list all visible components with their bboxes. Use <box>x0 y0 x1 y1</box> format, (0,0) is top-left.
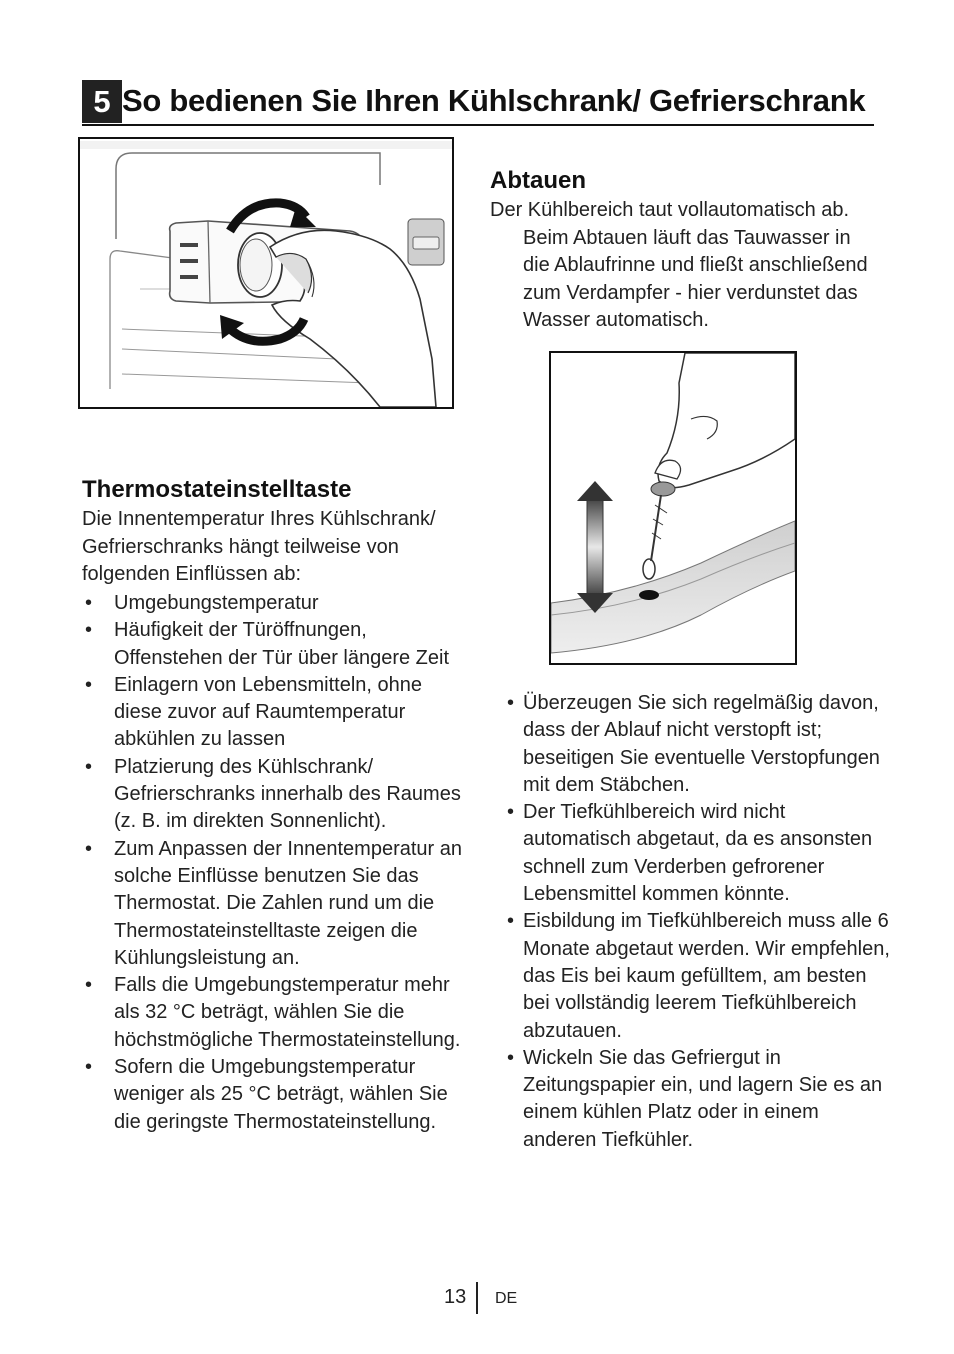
page-number: 13 <box>444 1286 467 1308</box>
abtauen-intro <box>490 197 880 335</box>
list-item: • Sofern die Umgebungstemperatur weniger als 25 °C beträgt, wählen Sie die geringste Thermostateinstellung. <box>85 1056 448 1133</box>
page-title: So bedienen Sie Ihren Kühlschrank/ Gefrierschrank <box>122 83 866 118</box>
abtauen-intro-first-line: Der Kühlbereich taut vollautomatisch ab. <box>490 199 850 221</box>
list-item: • Wickeln Sie das Gefriergut in Zeitungspapier ein, und lagern Sie es an einem kühlen Platz oder in einem anderen Tiefkühler. <box>507 1046 883 1151</box>
section-title-bar <box>82 80 874 126</box>
list-item: • Falls die Umgebungstemperatur mehr als 32 °C beträgt, wählen Sie die höchstmögliche Thermostateinstellung. <box>85 974 461 1051</box>
list-item: • Einlagern von Lebensmitteln, ohne diese zuvor auf Raumtemperatur abkühlen zu lassen <box>85 673 422 751</box>
thermostat-knob-illustration <box>78 137 454 409</box>
list-item: • Überzeugen Sie sich regelmäßig davon, dass der Ablauf nicht verstopft ist; beseitigen Sie eventuelle Verstopfungen mit dem Stäbchen. <box>507 692 880 796</box>
chapter-number-badge: 5 <box>82 80 122 123</box>
thermostat-intro: Die Innentemperatur Ihres Kühlschrank/ Gefrierschranks hängt teilweise von folgenden Einflüssen ab: <box>82 508 436 585</box>
list-item: • Umgebungstemperatur <box>85 592 319 614</box>
footer-divider <box>476 1282 478 1314</box>
list-item: • Eisbildung im Tiefkühlbereich muss alle 6 Monate abgetaut werden. Wir empfehlen, das Eis bei kaum gefülltem, am besten bei vollständig leerem Tiefkühlbereich abzutauen. <box>507 910 890 1042</box>
list-item: • Zum Anpassen der Innentemperatur an solche Einflüsse benutzen Sie das Thermostat. Die Zahlen rund um die Thermostateinstelltaste zeigen die Kühlungsleistung an. <box>85 837 462 969</box>
list-item: • Platzierung des Kühlschrank/ Gefrierschranks innerhalb des Raumes (z. B. im direkten Sonnenlicht). <box>85 755 461 833</box>
thermostat-factor-list <box>82 590 472 1136</box>
abtauen-heading: Abtauen <box>490 167 586 194</box>
abtauen-bullet-list <box>490 690 890 1154</box>
list-item: • Häufigkeit der Türöffnungen, Offenstehen der Tür über längere Zeit <box>85 619 450 669</box>
thermostat-heading: Thermostateinstelltaste <box>82 476 352 503</box>
list-item: • Der Tiefkühlbereich wird nicht automatisch abgetaut, da es ansonsten schnell zum Verderben gefrorener Lebensmittel kommen könnte. <box>507 801 873 906</box>
defrost-drain-illustration <box>549 351 797 665</box>
abtauen-intro-rest: Beim Abtauen läuft das Tauwasser in die Ablaufrinne und fließt anschließend zum Verdampfer - hier verdunstet das Wasser automatisch. <box>523 226 868 331</box>
language-code: DE <box>495 1290 518 1307</box>
